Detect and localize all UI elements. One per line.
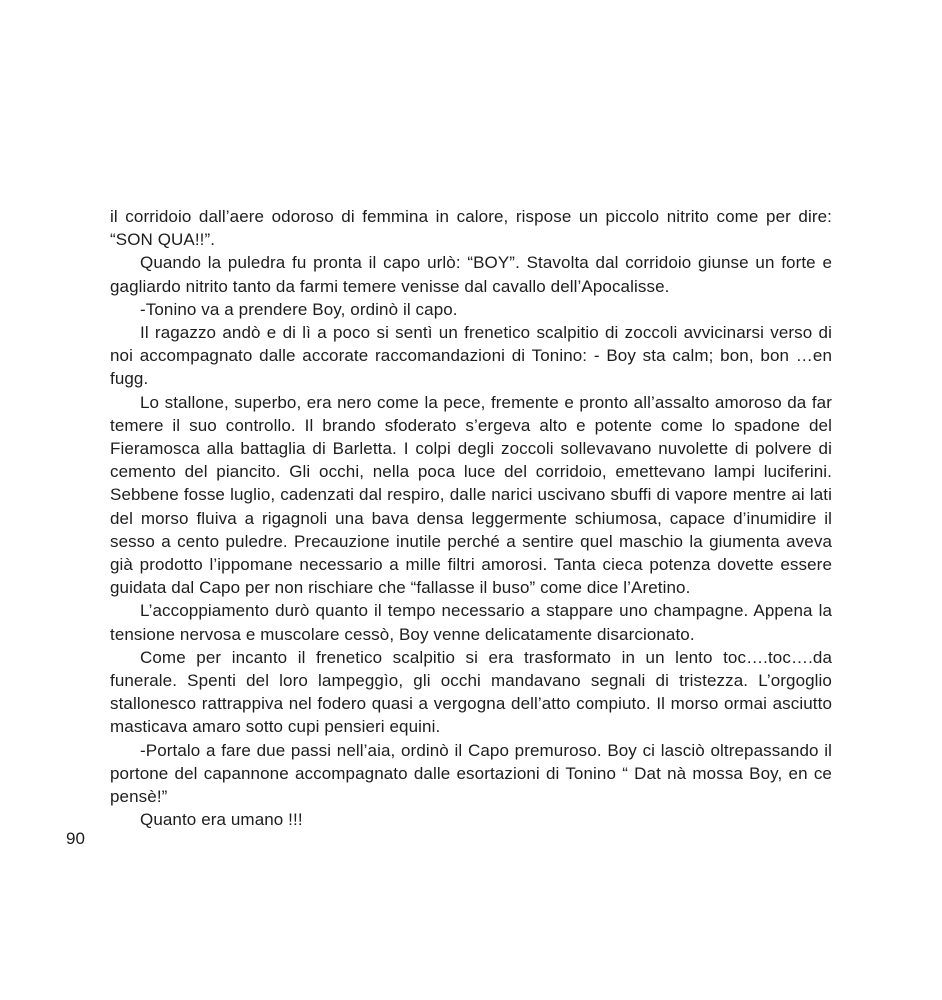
paragraph: Come per incanto il frenetico scalpitio si era trasformato in un lento toc….toc….da funerale. Spenti del loro lampeggìo, gli occhi mandavano segnali di tristezza. L’orgoglio stallonesco rattrappiva nel fodero quasi a vergogna dell’atto compiuto. Il morso ormai asciutto masticava amaro sotto cupi pensieri equini. bbox=[110, 647, 832, 737]
paragraph: Il ragazzo andò e di lì a poco si sentì un frenetico scalpitio di zoccoli avvicinarsi verso di noi accompagnato dalle accorate raccomandazioni di Tonino: - Boy sta calm; bon, bon …en fugg. bbox=[110, 323, 832, 389]
paragraph: Lo stallone, superbo, era nero come la pece, fremente e pronto all’assalto amoroso da far temere il suo controllo. Il brando sfoderato s’ergeva alto e potente come lo spadone del Fieramosca alla battaglia di Barletta. I colpi degli zoccoli sollevavano nuvolette di polvere di cemento del piancito. Gli occhi, nella poca luce del corridoio, emettevano lampi luciferini. Sebbene fosse luglio, cadenzati dal respiro, dalle narici uscivano sbuffi di vapore mentre ai lati del morso fluiva a rigagnoli una bava densa leggermente schiumosa, capace d’inumidire il sesso a cento puledre. Precauzione inutile perché a sentire quel maschio la giumenta aveva già prodotto l’ippomane necessario a mille filtri amorosi. Tanta cieca potenza dovette essere guidata dal Capo per non rischiare che “fallasse il buso” come dice l’Aretino. bbox=[110, 392, 832, 598]
paragraph: Quanto era umano !!! bbox=[140, 810, 303, 830]
paragraph: -Tonino va a prendere Boy, ordinò il capo. bbox=[140, 299, 458, 319]
page-number: 90 bbox=[66, 829, 85, 848]
page-text bbox=[110, 205, 832, 831]
paragraph: il corridoio dall’aere odoroso di femmina in calore, rispose un piccolo nitrito come per dire: “SON QUA!!”. bbox=[110, 207, 832, 250]
paragraph: Quando la puledra fu pronta il capo urlò: “BOY”. Stavolta dal corridoio giunse un forte e gagliardo nitrito tanto da farmi temere venisse dal cavallo dell’Apocalisse. bbox=[110, 253, 832, 296]
paragraph: L’accoppiamento durò quanto il tempo necessario a stappare uno champagne. Appena la tensione nervosa e muscolare cessò, Boy venne delicatamente disarcionato. bbox=[110, 601, 832, 644]
paragraph: -Portalo a fare due passi nell’aia, ordinò il Capo premuroso. Boy ci lasciò oltrepassando il portone del capannone accompagnato dalle esortazioni di Tonino “ Dat nà mossa Boy, en ce pensè!” bbox=[110, 740, 832, 807]
